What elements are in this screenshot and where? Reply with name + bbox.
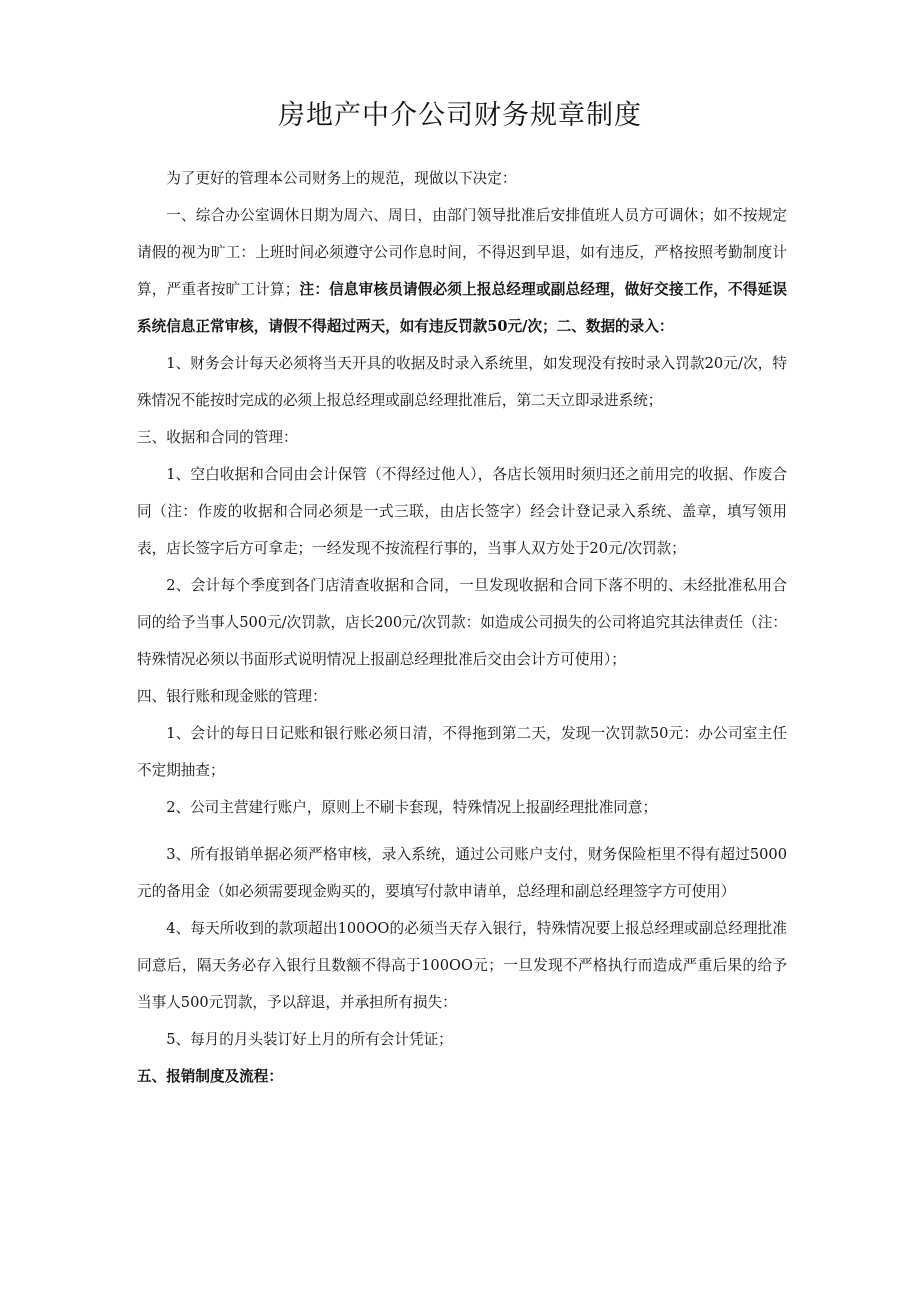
section-4-item-4: 4、每天所收到的款项超出100OO的必须当天存入银行，特殊情况要上报总经理或副总经理批准同意后，隔天务必存入银行且数额不得高于100OO元；一旦发现不严格执行而造成严重后果的给予当事人500元罚款，予以辞退，并承担所有损失： bbox=[137, 920, 787, 1011]
section-2-item-1: 1、财务会计每天必须将当天开具的收据及时录入系统里，如发现没有按时录入罚款20元/次，特殊情况不能按时完成的必须上报总经理或副总经理批准后，第二天立即录进系统； bbox=[137, 355, 787, 409]
section-3-heading: 三、收据和合同的管理： bbox=[137, 429, 298, 446]
section-4-item-3: 3、所有报销单据必须严格审核，录入系统，通过公司账户支付，财务保险柜里不得有超过5000元的备用金（如必须需要现金购买的，要填写付款申请单，总经理和副总经理签字方可使用） bbox=[137, 846, 787, 900]
section-5-heading: 五、报销制度及流程： bbox=[137, 1068, 283, 1085]
section-3-item-2: 2、会计每个季度到各门店清查收据和合同，一旦发现收据和合同下落不明的、未经批准私用合同的给予当事人500元/次罚款，店长200元/次罚款：如造成公司损失的公司将追究其法律责任（注：特殊情况必须以书面形式说明情况上报副总经理批准后交由会计方可使用）； bbox=[137, 577, 787, 668]
section-4-heading: 四、银行账和现金账的管理： bbox=[137, 688, 327, 705]
document-body bbox=[137, 160, 787, 1095]
section-1-paragraph bbox=[137, 197, 787, 345]
section-1-text: 一、综合办公室调休日期为周六、周日，由部门领导批准后安排值班人员方可调休；如不按规定请假的视为旷工：上班时间必须遵守公司作息时间，不得迟到早退，如有违反，严格按照考勤制度计算，严重者按旷工计算； bbox=[137, 207, 787, 298]
document-title: 房地产中介公司财务规章制度 bbox=[278, 100, 642, 131]
intro-paragraph: 为了更好的管理本公司财务上的规范，现做以下决定： bbox=[166, 170, 517, 187]
section-4-item-1: 1、会计的每日日记账和银行账必须日清，不得拖到第二天，发现一次罚款50元：办公司室主任不定期抽查； bbox=[137, 725, 787, 779]
section-3-item-1: 1、空白收据和合同由会计保管（不得经过他人），各店长领用时须归还之前用完的收据、作废合同（注：作废的收据和合同必须是一式三联，由店长签字）经会计登记录入系统、盖章，填写领用表，店长签字后方可拿走；一经发现不按流程行事的，当事人双方处于20元/次罚款； bbox=[137, 466, 787, 557]
section-4-item-2: 2、公司主营建行账户，原则上不刷卡套现，特殊情况上报副经理批准同意； bbox=[166, 799, 658, 816]
section-1-bold-note: 注：信息审核员请假必须上报总经理或副总经理，做好交接工作，不得延误系统信息正常审核，请假不得超过两天，如有违反罚款50元/次；二、数据的录入： bbox=[137, 281, 787, 335]
section-4-item-5: 5、每月的月头装订好上月的所有会计凭证； bbox=[166, 1031, 453, 1048]
